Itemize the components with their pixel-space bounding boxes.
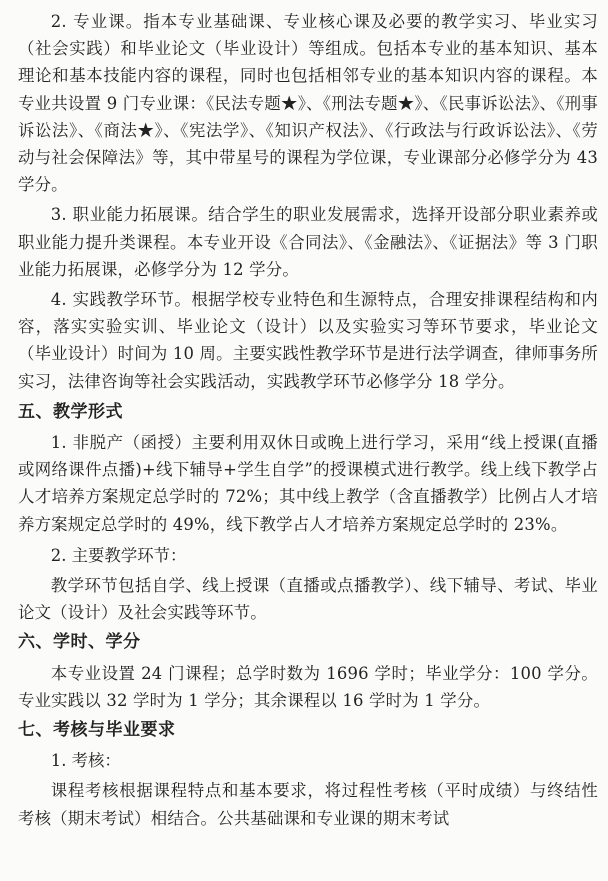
paragraph-professional-courses: 2. 专业课。指本专业基础课、专业核心课及必要的教学实习、毕业实习（社会实践）和毕业论文（毕业设计）等组成。包括本专业的基本知识、基本理论和基本技能内容的课程，同时也包括相邻专业的基本知识内容的课程。本专业共设置 9 门专业课：《民法专题★》、《刑法专题★》、《民事诉讼法》、《刑事诉讼法》、《商法★》、《宪法学》、《知识产权法》、《行政法与行政诉讼法》、《劳动与社会保障法》等，其中带星号的课程为学位课，专业课部分必修学分为 43 学分。 [18, 12, 598, 195]
heading-assessment-graduation: 七、考核与毕业要求 [18, 720, 176, 741]
paragraph-part-time-study: 1. 非脱产（函授）主要利用双休日或晚上进行学习，采用“线上授课(直播或网络课件点播)+线下辅导+学生自学”的授课模式进行教学。线上线下教学占人才培养方案规定总学时的 72%；其中线上教学（含直播教学）比例占人才培养方案规定总学时的 49%，线下教学占人才培养方案规定总学时的 23%。 [18, 433, 598, 534]
heading-teaching-form: 五、教学形式 [18, 401, 123, 422]
paragraph-career-extension-courses: 3. 职业能力拓展课。结合学生的职业发展需求，选择开设部分职业素养或职业能力提升类课程。本专业开设《合同法》、《金融法》、《证据法》等 3 门职业能力拓展课，必修学分为 12 学分。 [18, 205, 598, 279]
paragraph-hours-credits: 本专业设置 24 门课程；总学时数为 1696 学时；毕业学分：100 学分。专业实践以 32 学时为 1 学分；其余课程以 16 学时为 1 学分。 [18, 663, 598, 710]
paragraph-assessment: 课程考核根据课程特点和基本要求，将过程性考核（平时成绩）与终结性考核（期末考试）相结合。公共基础课和专业课的期末考试 [18, 781, 598, 828]
paragraph-practice-teaching: 4. 实践教学环节。根据学校专业特色和生源特点，合理安排课程结构和内容，落实实验实训、毕业论文（设计）以及实验实习等环节要求，毕业论文（毕业设计）时间为 10 周。主要实践性教学环节是进行法学调查，律师事务所实习，法律咨询等社会实践活动，实践教学环节必修学分 18 学分。 [18, 290, 598, 391]
subheading-main-teaching-links: 2. 主要教学环节： [50, 545, 187, 565]
heading-hours-credits: 六、学时、学分 [18, 632, 141, 653]
subheading-assessment: 1. 考核： [50, 751, 121, 771]
paragraph-teaching-links: 教学环节包括自学、线上授课（直播或点播教学）、线下辅导、考试、毕业论文（设计）及社会实践等环节。 [18, 576, 598, 623]
